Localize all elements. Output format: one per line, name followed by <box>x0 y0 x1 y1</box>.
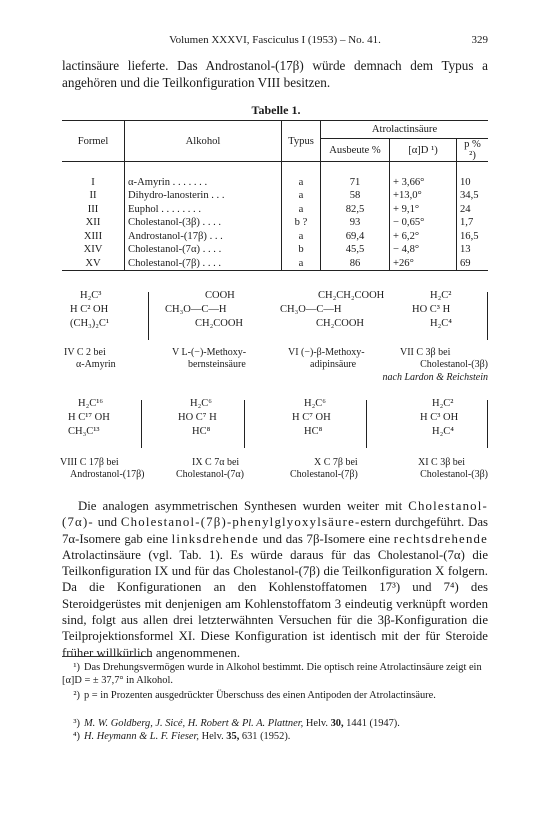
col-alpha: [α]D ¹) <box>390 139 457 162</box>
table-row: III Euphol . . . . . . . . a 82,5 + 9,1° 24 <box>62 203 488 217</box>
journal-line: Volumen XXXVI, Fasciculus I (1953) – No. 41. <box>169 34 381 46</box>
caption-vi: VI (−)-β-Methoxy- adipinsäure <box>288 347 365 370</box>
caption-v: V L-(−)-Methoxy- bernsteinsäure <box>172 347 247 370</box>
formula-vii: H₂C² HO C³ H H₂C⁴ <box>412 290 452 329</box>
formula-viii: H₂C¹⁶ H C¹⁷ OH CH₃C¹³ <box>68 398 110 437</box>
page-number: 329 <box>471 34 488 46</box>
col-alkohol: Alkohol <box>125 121 282 162</box>
intro-paragraph: lactinsäure lieferte. Das Androstanol-(17β) würde demnach dem Typus a angehören und die Teilkonfiguration VIII besitzen. <box>62 58 488 90</box>
caption-x: X C 7β bei Cholestanol-(7β) <box>290 457 358 480</box>
caption-iv: IV C 2 bei α-Amyrin <box>64 347 116 370</box>
formula-v: COOH CH₃O—C—H CH₂COOH <box>165 290 243 329</box>
formula-x: H₂C⁶ H C⁷ OH HC⁸ <box>292 398 331 437</box>
results-table <box>62 120 488 271</box>
formula-iv: H₂C³ H C² OH (CH₃)₂C¹ <box>70 290 110 329</box>
caption-xi: XI C 3β bei Cholestanol-(3β) <box>418 457 488 480</box>
footnote-1: ¹) Das Drehungsvermögen wurde in Alkohol bestimmt. Die optisch reine Atrolactinsäure zeigt ein [α]D = ± 37,7° in Alkohol. <box>62 662 482 686</box>
table-row: XIII Androstanol-(17β) . . . a 69,4 + 6,2° 16,5 <box>62 230 488 244</box>
footnote-rule <box>62 656 152 657</box>
body-paragraph: Die analogen asymmetrischen Synthesen wurden weiter mit Cholestanol-(7α)- und Cholestanol-(7β)-phenylglyoxylsäure-estern durchgeführt. Das 7α-Isomere gab eine linksdrehende und das 7β-Isomere eine rechtsdrehende Atrolactinsäure (vgl. Tab. 1). Es würde daraus für das Cholestanol-(7α) die Teilkonfiguration IX und für das Cholestanol-(7β) die Teilkonfiguration X folgern. Da die Konfigurationen an den Kohlenstoffatomen 17³) und 7⁴) des Steroidgerüstes mit denjenigen am Kohlenstoffatom 3 eindeutig verknüpft worden sind, folgt aus allen drei letzterwähnten Versuchen für die 3β-Konfiguration die Teilprojektionsformel XI. Diese Konfiguration ist identisch mit der für Steroide früher willkürlich angenommenen. <box>62 499 489 660</box>
formula-vi: CH₂CH₂COOH CH₃O—C—H CH₂COOH <box>280 290 385 329</box>
col-atrolactin: Atrolactinsäure <box>321 121 489 139</box>
caption-vii: VII C 3β bei Cholestanol-(3β) <box>400 347 488 370</box>
footnote-4: ⁴) H. Heymann & L. F. Fieser, Helv. 35, 631 (1952). <box>72 731 291 742</box>
table-row: XV Cholestanol-(7β) . . . . a 86 +26° 69 <box>62 257 488 271</box>
col-p: p % ²) <box>457 139 489 162</box>
table-row: I α-Amyrin . . . . . . . a 71 + 3,66° 10 <box>62 176 488 190</box>
caption-ix: IX C 7α bei Cholestanol-(7α) <box>176 457 245 480</box>
footnote-3: ³) M. W. Goldberg, J. Sicé, H. Robert & Pl. A. Plattner, Helv. 30, 1441 (1947). <box>73 718 400 729</box>
col-typus: Typus <box>282 121 321 162</box>
table-row: II Dihydro-lanosterin . . . a 58 +13,0° 34,5 <box>62 189 488 203</box>
lardon-note: nach Lardon & Reichstein <box>382 372 488 383</box>
col-formel: Formel <box>62 121 125 162</box>
table-row: XIV Cholestanol-(7α) . . . . b 45,5 − 4,8° 13 <box>62 243 488 257</box>
table-row: XII Cholestanol-(3β) . . . . b ? 93 − 0,65° 1,7 <box>62 216 488 230</box>
formula-ix: H₂C⁶ HO C⁷ H HC⁸ <box>178 398 217 437</box>
footnote-2: ²) p = in Prozenten ausgedrückter Überschuss des einen Antipoden der Atrolactinsäure. <box>73 690 436 701</box>
caption-viii: VIII C 17β bei Androstanol-(17β) <box>60 457 145 480</box>
col-ausbeute: Ausbeute % <box>321 139 390 162</box>
table-caption: Tabelle 1. <box>251 103 301 117</box>
formula-xi: H₂C² H C³ OH H₂C⁴ <box>420 398 459 437</box>
